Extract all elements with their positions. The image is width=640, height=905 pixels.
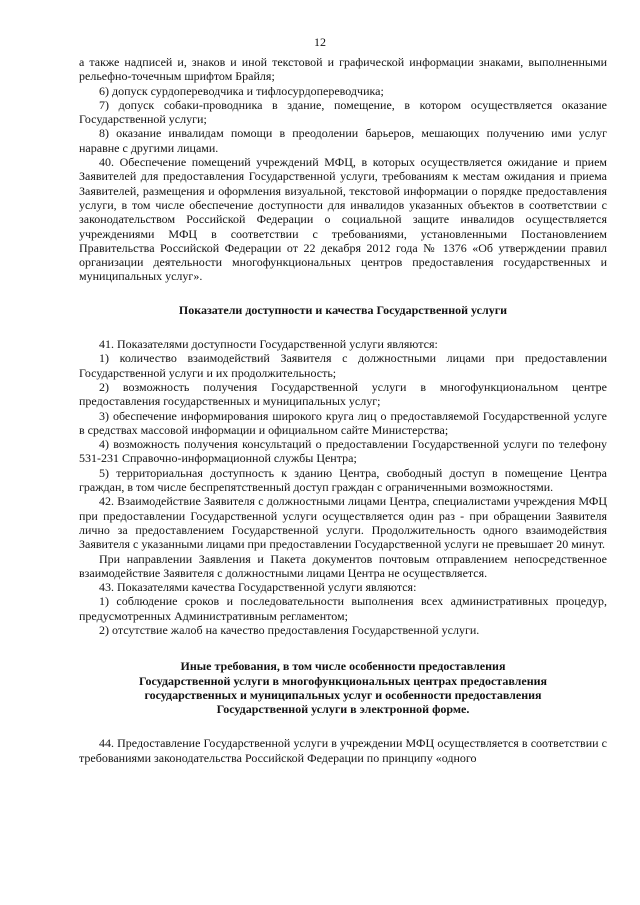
paragraph: а также надписей и, знаков и иной текстовой и графической информации знаками, выполненными рельефно-точечным шрифтом Брайля; [79,55,607,84]
section-heading-line: Государственной услуги в электронной форме. [216,702,470,717]
paragraph: 3) обеспечение информирования широкого круга лиц о предоставляемой Государственной услуге в средствах массовой информации и официальном сайте Министерства; [79,408,607,437]
paragraph: 2) отсутствие жалоб на качество предоставления Государственной услуги. [99,622,480,637]
section-heading-line: Иные требования, в том числе особенности предоставления [180,659,506,674]
section-heading-line: Государственной услуги в многофункциональных центрах предоставления [138,673,548,688]
paragraph: 40. Обеспечение помещений учреждений МФЦ, в которых осуществляется ожидание и прием Заявителей для предоставления Государственной услуги, требованиям к местам ожидания и приема Заявителей, размещения и оформления визуальной, текстовой информации о порядке предоставления услуги, в том числе обеспечение доступности для инвалидов указанных объектов в соответствии с законодательством Российской Федерации о социальной защите инвалидов осуществляется учреждениями МФЦ в соответствии с требованиями, установленными Постановлением Правительства Российской Федерации от 22 декабря 2012 года № 1376 «Об утверждении правил организации деятельности многофункциональных центров предоставления государственных и муниципальных услуг». [79,155,607,284]
paragraph: 6) допуск сурдопереводчика и тифлосурдопереводчика; [99,83,384,98]
paragraph: 1) количество взаимодействий Заявителя с должностными лицами при предоставлении Государственной услуги и их продолжительность; [79,351,607,380]
paragraph: 1) соблюдение сроков и последовательности выполнения всех административных процедур, предусмотренных Административным регламентом; [79,594,607,623]
paragraph: 4) возможность получения консультаций о предоставлении Государственной услуги по телефону 531-231 Справочно-информационной службы Центра; [79,437,607,466]
paragraph: 2) возможность получения Государственной услуги в многофункциональном центре предоставления государственных и муниципальных услуг; [79,379,607,409]
paragraph: При направлении Заявления и Пакета документов почтовым отправлением непосредственное взаимодействие Заявителя с должностными лицами Центра не осуществляется. [79,551,607,580]
section-heading-multiline [79,659,607,716]
page-number: 12 [314,35,326,49]
paragraph: 7) допуск собаки-проводника в здание, помещение, в котором осуществляется оказание Государственной услуги; [79,97,607,127]
paragraph: 41. Показателями доступности Государственной услуги являются: [99,337,438,352]
section-heading: Показатели доступности и качества Государственной услуги [178,302,508,317]
document-body [79,55,607,765]
paragraph: 5) территориальная доступность к зданию Центра, свободный доступ в помещение Центра граждан, в том числе беспрепятственный доступ граждан с ограниченными возможностями. [79,465,607,495]
paragraph: 43. Показателями качества Государственной услуги являются: [99,580,417,595]
paragraph: 44. Предоставление Государственной услуги в учреждении МФЦ осуществляется в соответствии с требованиями законодательства Российской Федерации по принципу «одного [79,736,607,765]
paragraph: 8) оказание инвалидам помощи в преодолении барьеров, мешающих получению ими услуг наравне с другими лицами. [79,126,607,155]
paragraph: 42. Взаимодействие Заявителя с должностными лицами Центра, специалистами учреждения МФЦ при предоставлении Государственной услуги осуществляется один раз - при обращении Заявителя лично за предоставлением Государственной услуги. Продолжительность одного взаимодействия Заявителя с указанными лицами при предоставлении Государственной услуги не превышает 20 минут. [79,494,607,552]
section-heading-line: государственных и муниципальных услуг и особенности предоставления [144,687,542,702]
